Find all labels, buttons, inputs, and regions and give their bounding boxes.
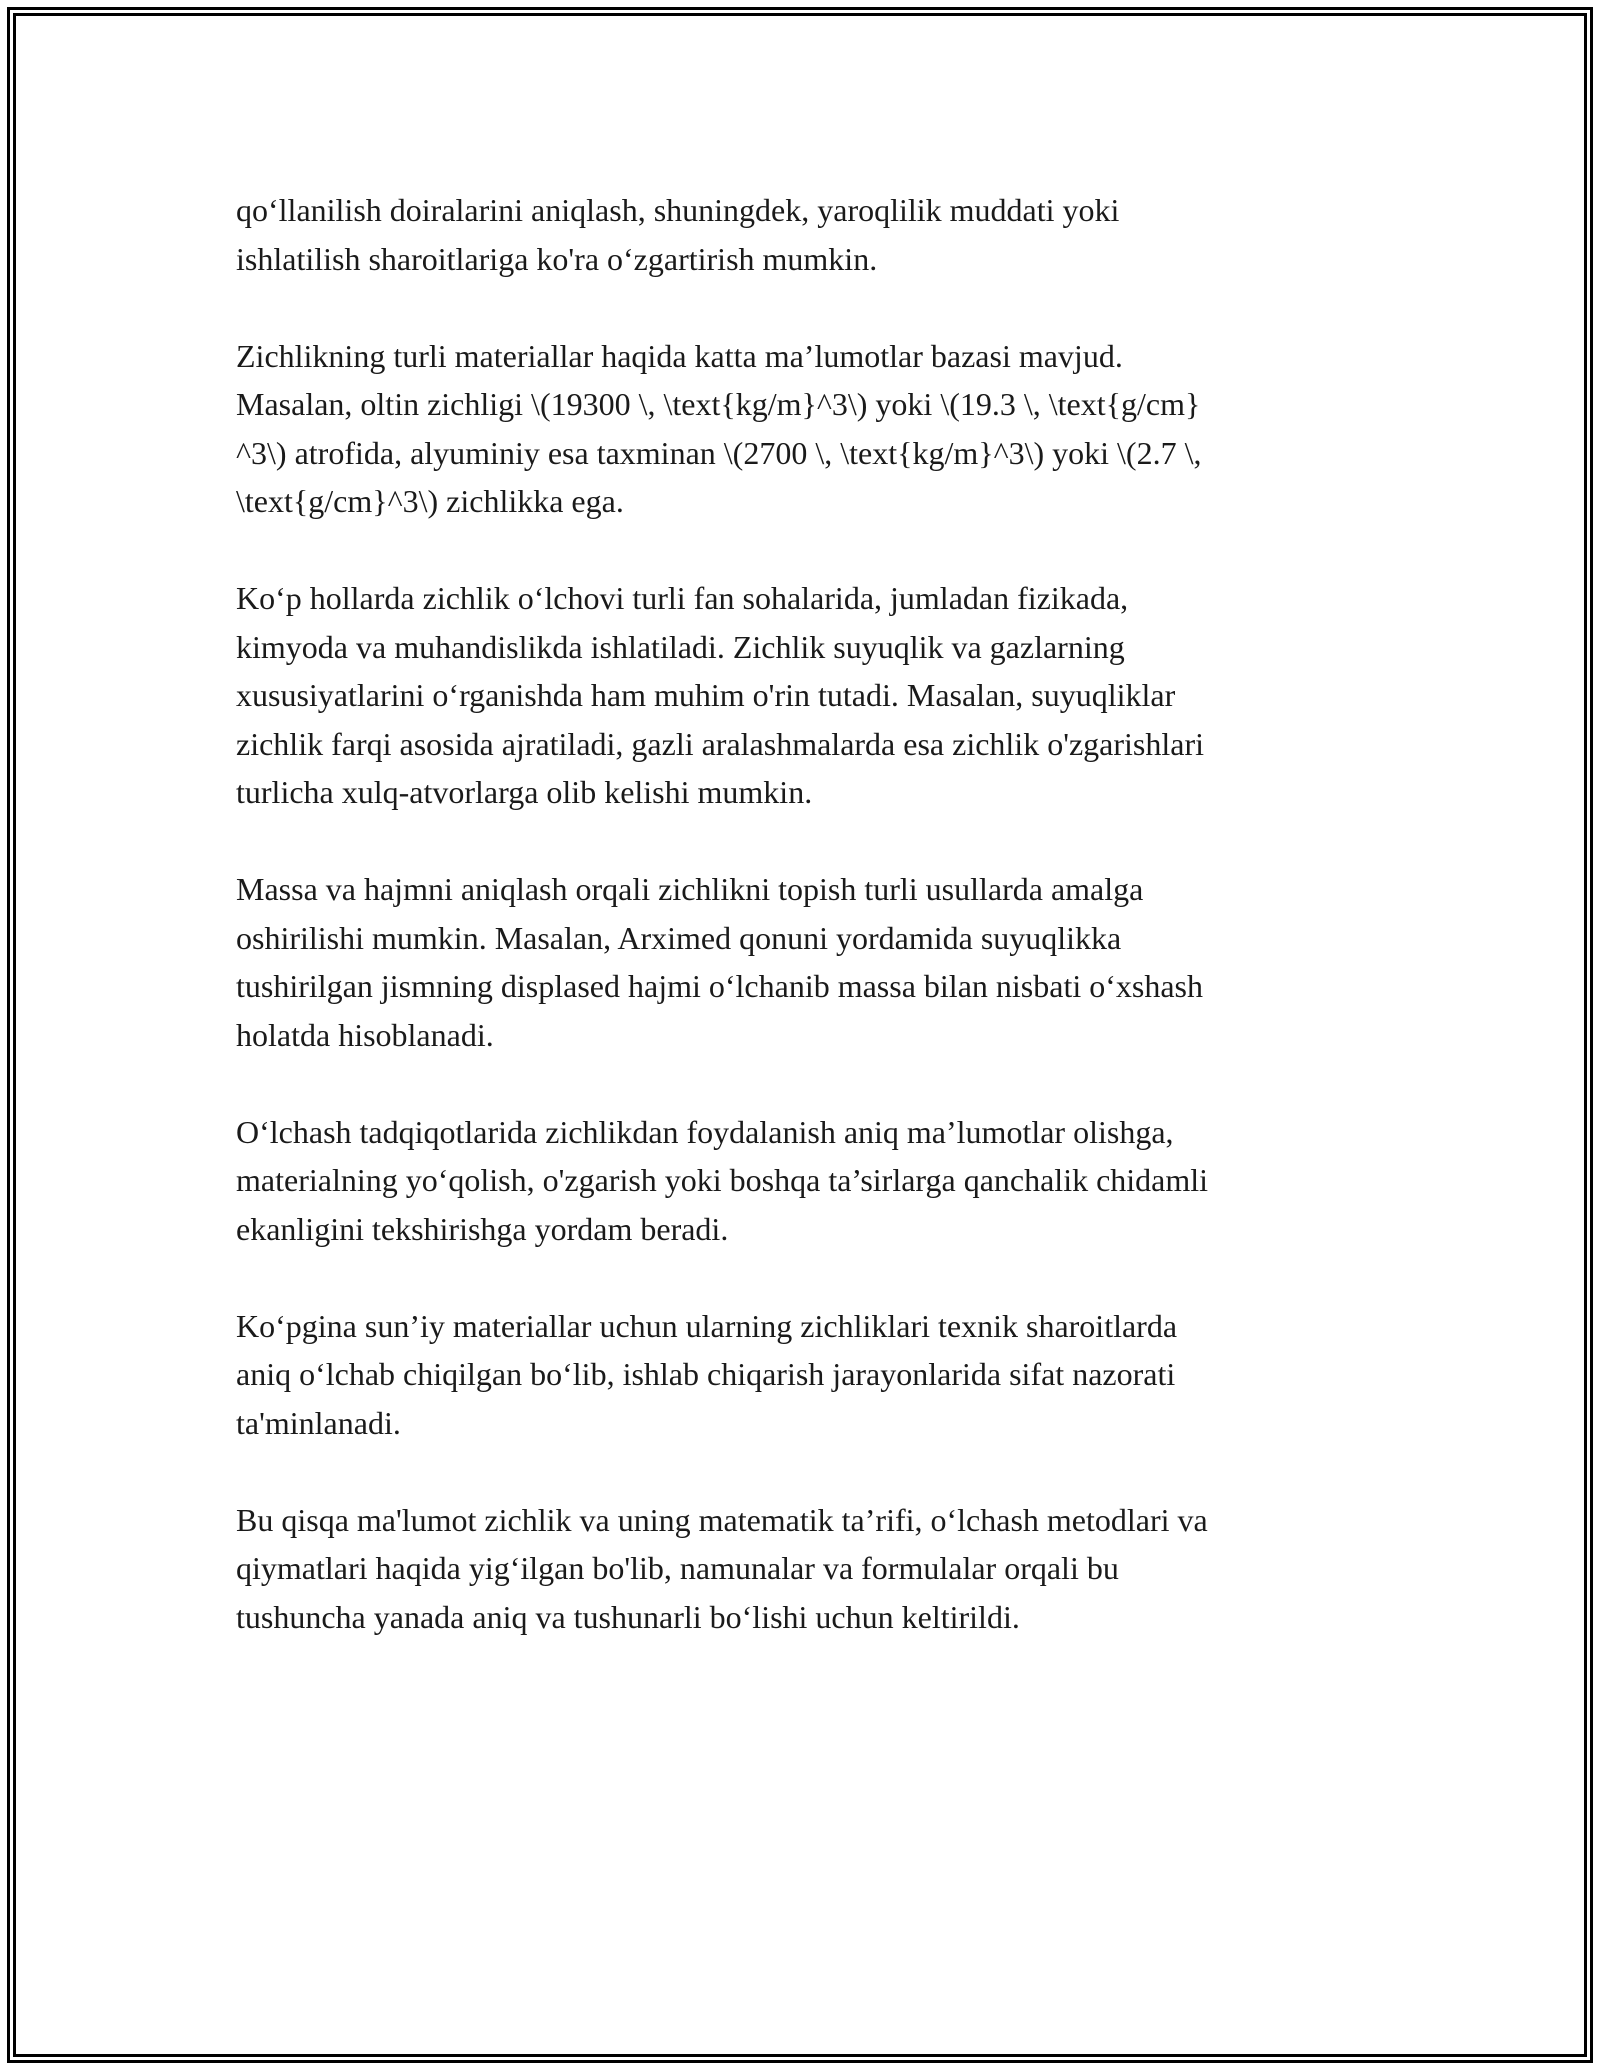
paragraph-2: Zichlikning turli materiallar haqida katta ma’lumotlar bazasi mavjud. Masalan, oltin zichligi \(19300 \, \text{kg/m}^3\) yoki \(19.3 \, \text{g/cm} ^3\) atrofida, alyuminiy esa taxminan \(2700 \, \text{kg/m}^3\) yoki \(2.7 \, \text{g/cm}^3\) zichlikka ega. xyxy=(236,337,1202,519)
paragraph-3: Ko‘p hollarda zichlik o‘lchovi turli fan sohalarida, jumladan fizikada, kimyoda va muhandislikda ishlatiladi. Zichlik suyuqlik va gazlarning xususiyatlarini o‘rganishda ham muhim o'rin tutadi. Masalan, suyuqliklar zichlik farqi asosida ajratiladi, gazli aralashmalarda esa zichlik o'zgarishlari turlicha xulq-atvorlarga olib kelishi mumkin. xyxy=(236,580,1204,810)
paragraph-5: O‘lchash tadqiqotlarida zichlikdan foydalanish aniq ma’lumotlar olishga, materialning yo‘qolish, o'zgarish yoki boshqa ta’sirlarga qanchalik chidamli ekanligini tekshirishga yordam beradi. xyxy=(236,1113,1209,1247)
paragraph-4: Massa va hajmni aniqlash orqali zichlikni topish turli usullarda amalga oshirilishi mumkin. Masalan, Arximed qonuni yordamida suyuqlikka tushirilgan jismning displased hajmi o‘lchanib massa bilan nisbati o‘xshash holatda hisoblanadi. xyxy=(236,871,1203,1053)
paragraph-6: Ko‘pgina sun’iy materiallar uchun ularning zichliklari texnik sharoitlarda aniq o‘lchab chiqilgan bo‘lib, ishlab chiqarish jarayonlarida sifat nazorati ta'minlanadi. xyxy=(236,1307,1178,1441)
paragraph-7: Bu qisqa ma'lumot zichlik va uning matematik ta’rifi, o‘lchash metodlari va qiymatlari haqida yig‘ilgan bo'lib, namunalar va formulalar orqali bu tushuncha yanada aniq va tushunarli bo‘lishi uchun keltirildi. xyxy=(236,1501,1208,1635)
paragraph-1: qo‘llanilish doiralarini aniqlash, shuningdek, yaroqlilik muddati yoki ishlatilish sharoitlariga ko'ra o‘zgartirish mumkin. xyxy=(236,192,1120,277)
document-body xyxy=(236,186,1386,1641)
